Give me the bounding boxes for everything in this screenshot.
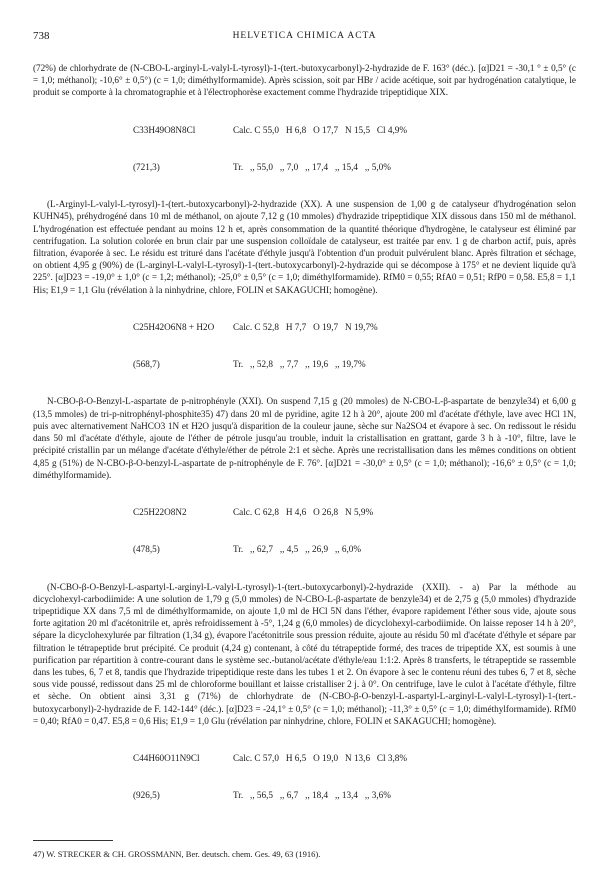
document-page — [33, 30, 576, 869]
analysis-2 — [133, 297, 576, 395]
found-values: Tr. ,, 62,7 ,, 4,5 ,, 26,9 ,, 6,0% — [233, 543, 362, 554]
paragraph-2: (L-Arginyl-L-valyl-L-tyrosyl)-1-(tert.-butoxycarbonyl)-2-hydrazide (XX). A une suspension de 1,00 g de catalyseur d'hydrogénation selon KUHN45), préhydrogéné dans 10 ml de méthanol, on ajoute 7,12 g (10 mmoles) d'hydrazide tripeptidique XIX dissous dans 150 ml de méthanol. L'hydrogénation est effectuée pendant au moins 12 h et, après consommation de la quantité théorique d'hydrogène, le catalyseur est éliminé par centrifugation. La solution colorée en brun clair par une suspension colloïdale de catalyseur, est traitée par env. 1 g de charbon actif, puis, après filtration, évaporée à sec. Le résidu est trituré dans l'acétate d'éthyle jusqu'à l'obtention d'un produit pulvérulent blanc. Après filtration et séchage, on obtient 4,95 g (90%) de (L-arginyl-L-valyl-L-tyrosyl)-1-(tert.-butoxycarbonyl)-2-hydrazide qui se décompose à 175° et ne devient liquide qu'à 225°. [α]D23 = -19,0° ± 1,0° (c = 1,2; méthanol); -25,0° ± 0,5° (c = 1,0; diméthylformamide). RfM0 = 0,55; RfA0 = 0,51; RfP0 = 0,58. E5,8 = 1,1 His; E1,9 = 1,1 Glu (révélation à la ninhydrine, chlore, FOLIN et SAKAGUCHI; homogène). — [33, 199, 576, 295]
paragraph-4: (N-CBO-β-O-Benzyl-L-aspartyl-L-arginyl-L-valyl-L-tyrosyl)-1-(tert.-butoxycarbonyl)-2-hydrazide (XXII). - a) Par la méthode au dicyclohexyl-carbodiimide: A une solution de 1,79 g (5,0 mmoles) de N-CBO-L-β-aspartate de benzyle34) et de 2,75 g (5,0 mmoles) d'hydrazide tripeptidique XX dans 7,5 ml de diméthylformamide, on ajoute 1,0 ml de HCl 5N dans l'éther, évapore rapidement l'éther sous vide, ajoute sous forte agitation 20 ml d'acétonitrile et, après refroidissement à -5°, 1,24 g (6,0 mmoles) de dicyclohexyl-carbodiimide. On laisse reposer 14 h à 20°, sépare la dicyclohexylurée par filtration (1,34 g), évapore l'acétonitrile sous pression réduite, ajoute au résidu 50 ml d'acétate d'éthyle et sépare par filtration le tétrapeptide brut précipité. Ce produit (4,24 g) contenant, à côté du tétrapeptide formé, des traces de tripeptide XX, est soumis à une purification par répartition à contre-courant dans le système sec.-butanol/acétate d'éthyle/eau 1:1:2. Après 8 transferts, le tétrapeptide se rassemble dans les tubes, 6, 7 et 8, tandis que l'hydrazide tripeptidique reste dans les tubes 1 et 2. On évapore à sec le contenu réuni des tubes 6, 7 et 8, sèche sous vide poussé, redissout dans 25 ml de chloroforme bouillant et laisse cristalliser 2 j. à 0°. On centrifuge, lave le culot à l'acétate d'éthyle, filtre et sèche. On obtient ainsi 3,31 g (71%) de chlorhydrate de (N-CBO-β-O-benzyl-L-aspartyl-L-arginyl-L-valyl-L-tyrosyl)-1-(tert.-butoxycarbonyl)-2-hydrazide de F. 142-144° (déc.). [α]D23 = -24,1° ± 0,5° (c = 1,0; méthanol); -11,3° ± 0,5° (c = 1,0; diméthylformamide). RfM0 = 0,40; RfA0 = 0,47. E5,8 = 0,6 His; E1,9 = 1,0 Glu (révélation par ninhydrine, chlore, FOLIN et SAKAGUCHI; homogène). — [33, 581, 576, 726]
molecular-weight: (721,3) — [133, 161, 160, 172]
calc-values: Calc. C 52,8 H 7,7 O 19,7 N 19,7% — [233, 322, 378, 333]
calc-values: Calc. C 62,8 H 4,6 O 26,8 N 5,9% — [233, 507, 374, 518]
found-values: Tr. ,, 52,8 ,, 7,7 ,, 19,6 ,, 19,7% — [233, 358, 366, 369]
paragraph-1: (72%) de chlorhydrate de (N-CBO-L-arginyl-L-valyl-L-tyrosyl)-1-(tert.-butoxycarbonyl)-2-hydrazide de F. 163° (déc.). [α]D21 = -30,1 ° ± 0,5° (c = 1,0; méthanol); -10,6° ± 0,5°) (c = 1,0; diméthylformamide). Après scission, soit par HBr / acide acétique, soit par hydrogénation catalytique, le produit se comporte à la chromatographie et à l'électrophorèse exactement comme l'hydrazide tripeptidique XIX. — [33, 63, 576, 98]
formula: C33H49O8N8Cl — [133, 125, 196, 136]
page-number: 738 — [33, 30, 50, 42]
journal-title: HELVETICA CHIMICA ACTA — [232, 31, 377, 41]
paragraph-3: N-CBO-β-O-Benzyl-L-aspartate de p-nitrophényle (XXI). On suspend 7,15 g (20 mmoles) de N-CBO-L-β-aspartate de benzyle34) et 6,00 g (13,5 mmoles) de tri-p-nitrophényl-phosphite35) 47) dans 20 ml de pyridine, agite 12 h à 20°, ajoute 200 ml d'acétate d'éthyle, lave avec HCl 1N, puis avec alternativement NaHCO3 1N et H2O jusqu'à disparition de la couleur jaune, sèche sur Na2SO4 et évapore à sec. On redissout le résidu dans 50 ml d'acétate d'éthyle, ajoute de l'éther de pétrole jusqu'au trouble, induit la cristallisation en grattant, garde 3 h à -10°, filtre, lave le précipité cristallin par un mélange d'acétate d'éthyle/éther de pétrole 2:1 et sèche. Après une recristallisation dans les mêmes conditions on obtient 4,85 g (51%) de N-CBO-β-O-benzyl-L-aspartate de p-nitrophényle de F. 76°. [α]D21 = -30,0° ± 0,5° (c = 1,0; méthanol); -16,6° ± 0,5° (c = 1,0; diméthylformamide). — [33, 396, 576, 480]
found-values: Tr. ,, 56,5 ,, 6,7 ,, 18,4 ,, 13,4 ,, 3,6% — [233, 789, 391, 800]
calc-values: Calc. C 57,0 H 6,5 O 19,0 N 13,6 Cl 3,8% — [233, 753, 408, 764]
molecular-weight: (568,7) — [133, 358, 160, 369]
analysis-3 — [133, 482, 576, 580]
formula: C25H42O6N8 + H2O — [133, 322, 215, 333]
analysis-4 — [133, 728, 576, 826]
analysis-1 — [133, 100, 576, 198]
molecular-weight: (926,5) — [133, 789, 160, 800]
footnote: 47) W. STRECKER & CH. GROSSMANN, Ber. deutsch. chem. Ges. 49, 63 (1916). — [33, 849, 321, 860]
calc-values: Calc. C 55,0 H 6,8 O 17,7 N 15,5 Cl 4,9% — [233, 125, 408, 136]
found-values: Tr. ,, 55,0 ,, 7,0 ,, 17,4 ,, 15,4 ,, 5,0% — [233, 161, 391, 172]
formula: C25H22O8N2 — [133, 507, 187, 518]
footnote-divider — [33, 840, 113, 841]
molecular-weight: (478,5) — [133, 543, 160, 554]
page-header — [33, 30, 576, 44]
formula: C44H60O11N9Cl — [133, 753, 200, 764]
